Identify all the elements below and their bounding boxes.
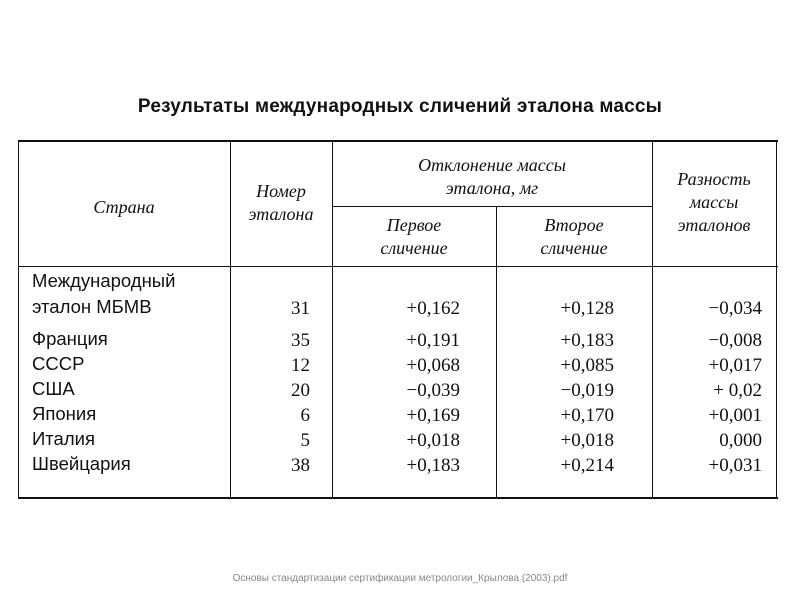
row-country: Япония [32, 403, 97, 424]
row-number: 20 [291, 380, 310, 401]
row-country: эталон МБМВ [32, 296, 152, 317]
header-deviation-line1: Отклонение массы [418, 155, 566, 175]
row-number: 35 [291, 330, 310, 351]
row-second: −0,019 [560, 380, 614, 401]
row-country: США [32, 378, 75, 399]
row-diff: +0,001 [708, 405, 762, 426]
row-country: Швейцария [32, 453, 131, 474]
header-diff-line2: массы [689, 192, 739, 212]
row-first: +0,162 [406, 298, 460, 319]
footer-caption: Основы стандартизации сертификации метрологии_Крылова (2003).pdf [232, 573, 568, 584]
header-country: Страна [93, 197, 155, 217]
header-first [332, 214, 496, 260]
header-second-line1: Второе [544, 215, 604, 235]
header-number-line2: эталона [248, 204, 314, 224]
row-second: +0,085 [560, 355, 614, 376]
row-diff: −0,008 [708, 330, 762, 351]
row-country-line1: Международный [32, 270, 176, 291]
row-first: +0,169 [406, 405, 460, 426]
row-diff: +0,017 [708, 355, 762, 376]
header-second [496, 214, 652, 260]
header-first-line1: Первое [386, 215, 442, 235]
header-deviation [332, 154, 652, 200]
row-country: Франция [32, 328, 108, 349]
header-diff [652, 168, 776, 237]
row-number: 38 [291, 455, 310, 476]
row-country: Италия [32, 428, 95, 449]
header-second-line2: сличение [540, 238, 608, 258]
row-first: +0,018 [406, 430, 460, 451]
row-diff: +0,031 [708, 455, 762, 476]
row-first: +0,183 [406, 455, 460, 476]
row-diff: −0,034 [708, 298, 762, 319]
row-second: +0,183 [560, 330, 614, 351]
row-second: +0,128 [560, 298, 614, 319]
header-diff-line1: Разность [677, 169, 751, 189]
row-second: +0,214 [560, 455, 614, 476]
row-second: +0,170 [560, 405, 614, 426]
header-number-line1: Номер [256, 181, 306, 201]
row-diff: 0,000 [719, 430, 762, 451]
results-table [18, 140, 778, 499]
table-divider [776, 142, 777, 497]
row-number: 5 [300, 430, 310, 451]
header-first-line2: сличение [380, 238, 448, 258]
row-diff: + 0,02 [713, 380, 762, 401]
row-first: +0,068 [406, 355, 460, 376]
table-divider [332, 206, 652, 207]
page-title: Результаты международных сличений эталона массы [137, 96, 663, 117]
table-divider [18, 266, 778, 267]
row-first: −0,039 [406, 380, 460, 401]
row-first: +0,191 [406, 330, 460, 351]
header-diff-line3: эталонов [677, 215, 751, 235]
row-second: +0,018 [560, 430, 614, 451]
row-number: 12 [291, 355, 310, 376]
row-country: СССР [32, 353, 85, 374]
header-number [230, 180, 332, 226]
row-number: 31 [291, 298, 310, 319]
header-deviation-line2: эталона, мг [445, 178, 539, 198]
row-number: 6 [300, 405, 310, 426]
